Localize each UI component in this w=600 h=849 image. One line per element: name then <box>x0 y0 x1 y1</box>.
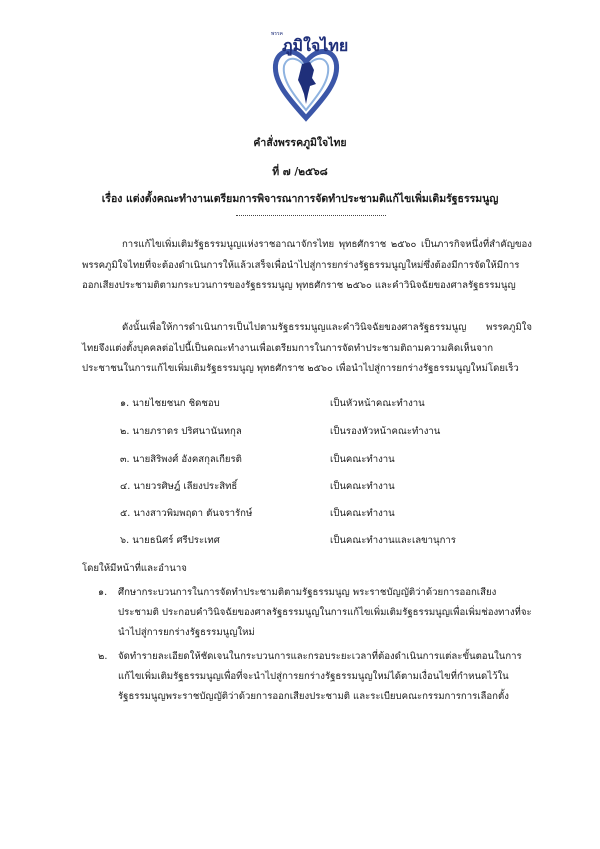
order-number: ที่ ๗ /๒๕๖๘ <box>272 166 328 178</box>
duties-intro: โดยให้มีหน้าที่และอำนาจ <box>82 563 187 574</box>
member-role: เป็นหัวหน้าคณะทำงาน <box>330 398 425 409</box>
separator-dots <box>236 215 386 216</box>
logo-wordmark: ภูมิใจไทย <box>282 36 349 55</box>
member-role: เป็นรองหัวหน้าคณะทำงาน <box>330 426 441 437</box>
member-name: ๔. นายวรศิษฎ์ เลียงประสิทธิ์ <box>120 481 238 492</box>
duty-number: ๑. <box>98 587 108 598</box>
member-name: ๕. นางสาวพิมพฤดา ตันจรารักษ์ <box>120 508 253 519</box>
duty-number: ๒. <box>98 651 108 662</box>
paragraph-2-text: ดังนั้นเพื่อให้การดำเนินการเป็นไปตามรัฐธรรมนูญและคำวินิจฉัยของศาลรัฐธรรมนูญ พรรคภูมิใจไทยจึงแต่งตั้งบุคคลต่อไปนี้เป็นคณะทำงานเพื่อเตรียมการในการจัดทำประชามติถามความคิดเห็นจากประชาชนในการแก้ไขเพิ่มเติมรัฐธรรมนูญ พุทธศักราช ๒๕๖๐ เพื่อนำไปสู่การยกร่างรัฐธรรมนูญใหม่โดยเร็ว <box>82 322 532 374</box>
order-subject: เรื่อง แต่งตั้งคณะทำงานเตรียมการพิจารณาการจัดทำประชามติแก้ไขเพิ่มเติมรัฐธรรมนูญ <box>101 193 499 205</box>
logo-prefix: พรรค <box>271 31 284 37</box>
member-role: เป็นคณะทำงานและเลขานุการ <box>330 535 456 546</box>
duty-text: ศึกษากระบวนการในการจัดทำประชามติตามรัฐธรรมนูญ พระราชบัญญัติว่าด้วยการออกเสียงประชามติ ประกอบคำวินิจฉัยของศาลรัฐธรรมนูญในการแก้ไขเพิ่มเติมรัฐธรรมนูญเพื่อเพิ่มช่องทางที่จะนำไปสู่การยกร่างรัฐธรรมนูญใหม่ <box>118 587 532 638</box>
member-name: ๑. นายไชยชนก ชิดชอบ <box>120 398 220 409</box>
member-name: ๖. นายธนิศร์ ศรีประเทศ <box>120 535 220 546</box>
paragraph-2 <box>82 318 532 380</box>
paragraph-1 <box>82 235 532 297</box>
member-role: เป็นคณะทำงาน <box>330 508 395 519</box>
duty-text: จัดทำรายละเอียดให้ชัดเจนในกระบวนการและกรอบระยะเวลาที่ต้องดำเนินการแต่ละขั้นตอนในการแก้ไขเพิ่มเติมรัฐธรรมนูญเพื่อที่จะนำไปสู่การยกร่างรัฐธรรมนูญใหม่ได้ตามเงื่อนไขที่กำหนดไว้ในรัฐธรรมนูญพระราชบัญญัติว่าด้วยการออกเสียงประชามติ และระเบียบคณะกรรมการการเลือกตั้ง <box>118 651 522 702</box>
paragraph-1-text: การแก้ไขเพิ่มเติมรัฐธรรมนูญแห่งราชอาณาจักรไทย พุทธศักราช ๒๕๖๐ เป็นภารกิจหนึ่งที่สำคัญของพรรคภูมิใจไทยที่จะต้องดำเนินการให้แล้วเสร็จเพื่อนำไปสู่การยกร่างรัฐธรรมนูญใหม่ซึ่งต้องมีการจัดให้มีการออกเสียงประชามติตามกระบวนการของรัฐธรรมนูญ พุทธศักราช ๒๕๖๐ และคำวินิจฉัยของศาลรัฐธรรมนูญ <box>82 239 532 291</box>
member-name: ๒. นายภราดร ปริศนานันทกุล <box>120 426 242 437</box>
duty-item <box>82 647 532 707</box>
member-role: เป็นคณะทำงาน <box>330 454 395 465</box>
member-role: เป็นคณะทำงาน <box>330 481 395 492</box>
duty-item <box>82 583 532 643</box>
member-name: ๓. นายสิริพงศ์ อังคสกุลเกียรติ <box>120 454 242 465</box>
order-title: คำสั่งพรรคภูมิใจไทย <box>253 137 347 149</box>
party-logo <box>268 28 349 122</box>
